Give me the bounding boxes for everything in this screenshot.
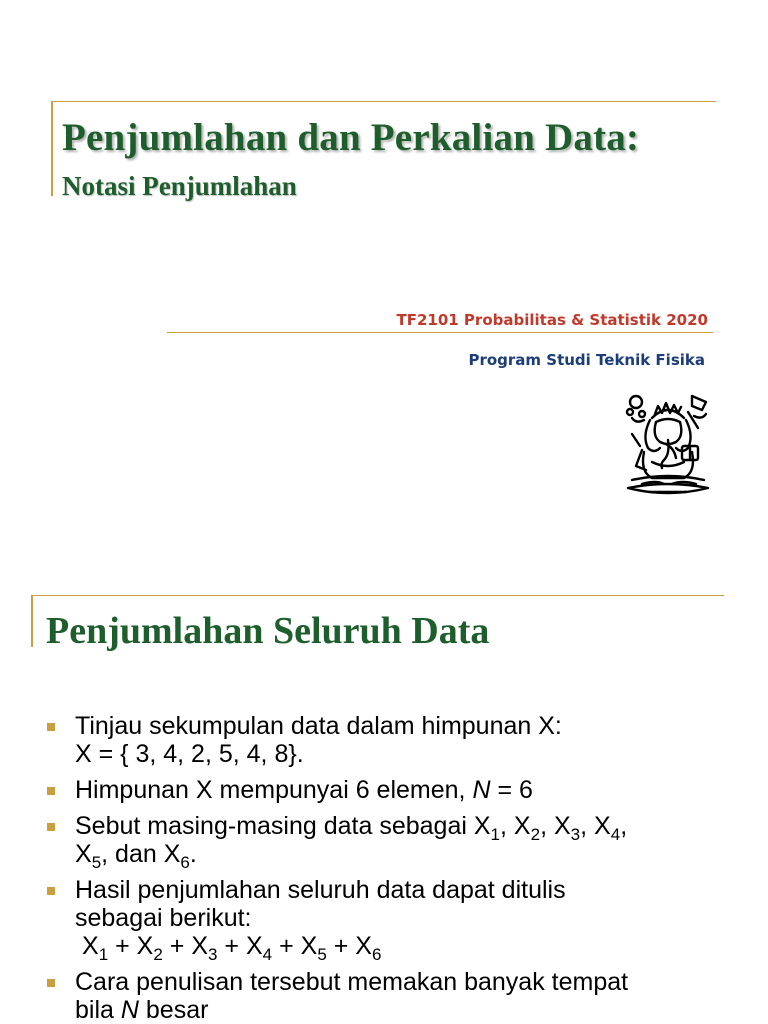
content-slide xyxy=(0,540,768,1024)
bullet-item xyxy=(46,812,746,872)
title-rule xyxy=(52,101,716,102)
section-title: Penjumlahan Seluruh Data xyxy=(46,610,490,652)
bullet-item xyxy=(46,968,746,1024)
bullet-text: Cara penulisan tersebut memakan banyak tempat xyxy=(75,968,629,996)
bullet-text: Hasil penjumlahan seluruh data dapat ditulis xyxy=(75,876,566,904)
bullet-text: Tinjau sekumpulan data dalam himpunan X: xyxy=(75,712,562,740)
set-definition: X = { 3, 4, 2, 5, 4, 8}. xyxy=(75,740,304,768)
course-label: TF2101 Probabilitas & Statistik 2020 xyxy=(396,311,708,329)
title-rule xyxy=(32,595,724,596)
bullet-square-icon xyxy=(47,979,55,987)
bullet-item xyxy=(46,776,746,804)
course-divider xyxy=(167,332,713,333)
bullet-text: sebagai berikut: xyxy=(75,904,252,932)
program-label: Program Studi Teknik Fisika xyxy=(468,351,705,369)
bullet-item xyxy=(46,712,746,768)
bullet-text: Sebut masing-masing data sebagai $X_1$, $X_2$, $X_3$, $X_4$, xyxy=(75,812,628,844)
bullet-item xyxy=(46,876,746,964)
sum-expression: $X_1 + X_2 + X_3 + X_4 + X_5 + X_6$ xyxy=(82,932,382,964)
bullet-text: $X_5$, dan $X_6$. xyxy=(75,840,197,872)
title-accent-bar xyxy=(51,101,53,196)
bullet-text: bila N besar xyxy=(75,996,209,1024)
title-accent-bar xyxy=(31,595,33,647)
bullet-square-icon xyxy=(47,823,55,831)
bullet-square-icon xyxy=(47,723,55,731)
bullet-list xyxy=(46,712,746,1024)
itb-ganesha-logo-icon xyxy=(622,388,714,504)
bullet-square-icon xyxy=(47,787,55,795)
main-title: Penjumlahan dan Perkalian Data: xyxy=(62,116,640,159)
subtitle: Notasi Penjumlahan xyxy=(62,171,297,201)
bullet-text: Himpunan X mempunyai 6 elemen, N = 6 xyxy=(75,776,533,804)
bullet-square-icon xyxy=(47,887,55,895)
